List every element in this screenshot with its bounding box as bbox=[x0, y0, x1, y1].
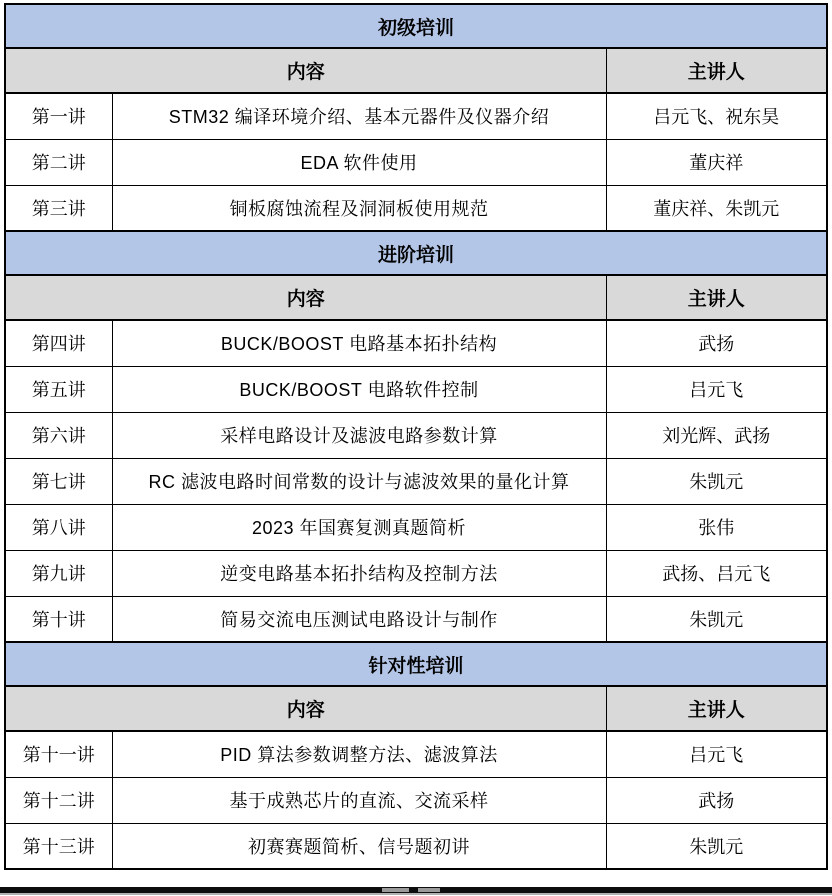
content-cell: 采样电路设计及滤波电路参数计算 bbox=[112, 412, 606, 458]
column-header-row bbox=[5, 48, 827, 93]
lecturer-cell: 朱凯元 bbox=[606, 823, 827, 869]
lecture-number-cell: 第十讲 bbox=[5, 596, 112, 642]
lecture-number-cell: 第十二讲 bbox=[5, 777, 112, 823]
table-row bbox=[5, 185, 827, 231]
content-cell: EDA 软件使用 bbox=[112, 139, 606, 185]
table-row bbox=[5, 550, 827, 596]
content-cell: BUCK/BOOST 电路软件控制 bbox=[112, 366, 606, 412]
page-edge-notch bbox=[382, 888, 409, 892]
table-row bbox=[5, 366, 827, 412]
column-header-content: 内容 bbox=[5, 686, 606, 731]
section-title: 初级培训 bbox=[5, 4, 827, 48]
section-title: 针对性培训 bbox=[5, 642, 827, 686]
table-row bbox=[5, 320, 827, 366]
table-row bbox=[5, 458, 827, 504]
column-header-content: 内容 bbox=[5, 275, 606, 320]
lecture-number-cell: 第四讲 bbox=[5, 320, 112, 366]
column-header-content: 内容 bbox=[5, 48, 606, 93]
lecturer-cell: 董庆祥、朱凯元 bbox=[606, 185, 827, 231]
lecture-number-cell: 第一讲 bbox=[5, 93, 112, 139]
content-cell: STM32 编译环境介绍、基本元器件及仪器介绍 bbox=[112, 93, 606, 139]
lecture-number-cell: 第七讲 bbox=[5, 458, 112, 504]
table-row bbox=[5, 777, 827, 823]
section-title: 进阶培训 bbox=[5, 231, 827, 275]
content-cell: RC 滤波电路时间常数的设计与滤波效果的量化计算 bbox=[112, 458, 606, 504]
lecturer-cell: 武扬 bbox=[606, 777, 827, 823]
column-header-lecturer: 主讲人 bbox=[606, 275, 827, 320]
lecture-number-cell: 第十一讲 bbox=[5, 731, 112, 777]
lecture-number-cell: 第三讲 bbox=[5, 185, 112, 231]
content-cell: 逆变电路基本拓扑结构及控制方法 bbox=[112, 550, 606, 596]
table-row bbox=[5, 731, 827, 777]
column-header-lecturer: 主讲人 bbox=[606, 48, 827, 93]
lecturer-cell: 张伟 bbox=[606, 504, 827, 550]
content-cell: 初赛赛题简析、信号题初讲 bbox=[112, 823, 606, 869]
content-cell: 简易交流电压测试电路设计与制作 bbox=[112, 596, 606, 642]
page-edge-notch bbox=[418, 888, 440, 892]
content-cell: BUCK/BOOST 电路基本拓扑结构 bbox=[112, 320, 606, 366]
table-row bbox=[5, 412, 827, 458]
lecturer-cell: 吕元飞、祝东昊 bbox=[606, 93, 827, 139]
table-row bbox=[5, 596, 827, 642]
lecture-number-cell: 第九讲 bbox=[5, 550, 112, 596]
lecture-number-cell: 第六讲 bbox=[5, 412, 112, 458]
lecturer-cell: 武扬、吕元飞 bbox=[606, 550, 827, 596]
table-row bbox=[5, 823, 827, 869]
page-bottom-edge-bar bbox=[0, 887, 832, 895]
column-header-row bbox=[5, 275, 827, 320]
table-row bbox=[5, 504, 827, 550]
column-header-lecturer: 主讲人 bbox=[606, 686, 827, 731]
content-cell: 基于成熟芯片的直流、交流采样 bbox=[112, 777, 606, 823]
lecturer-cell: 武扬 bbox=[606, 320, 827, 366]
content-cell: PID 算法参数调整方法、滤波算法 bbox=[112, 731, 606, 777]
table-row bbox=[5, 93, 827, 139]
content-cell: 2023 年国赛复测真题简析 bbox=[112, 504, 606, 550]
column-header-row bbox=[5, 686, 827, 731]
content-cell: 铜板腐蚀流程及洞洞板使用规范 bbox=[112, 185, 606, 231]
lecturer-cell: 董庆祥 bbox=[606, 139, 827, 185]
section-header-row bbox=[5, 4, 827, 48]
lecturer-cell: 朱凯元 bbox=[606, 596, 827, 642]
table-row bbox=[5, 139, 827, 185]
lecturer-cell: 朱凯元 bbox=[606, 458, 827, 504]
lecture-number-cell: 第八讲 bbox=[5, 504, 112, 550]
lecture-number-cell: 第五讲 bbox=[5, 366, 112, 412]
section-header-row bbox=[5, 231, 827, 275]
lecturer-cell: 吕元飞 bbox=[606, 731, 827, 777]
lecture-number-cell: 第十三讲 bbox=[5, 823, 112, 869]
lecture-number-cell: 第二讲 bbox=[5, 139, 112, 185]
training-schedule-table bbox=[4, 3, 828, 870]
lecturer-cell: 刘光辉、武扬 bbox=[606, 412, 827, 458]
section-header-row bbox=[5, 642, 827, 686]
lecturer-cell: 吕元飞 bbox=[606, 366, 827, 412]
